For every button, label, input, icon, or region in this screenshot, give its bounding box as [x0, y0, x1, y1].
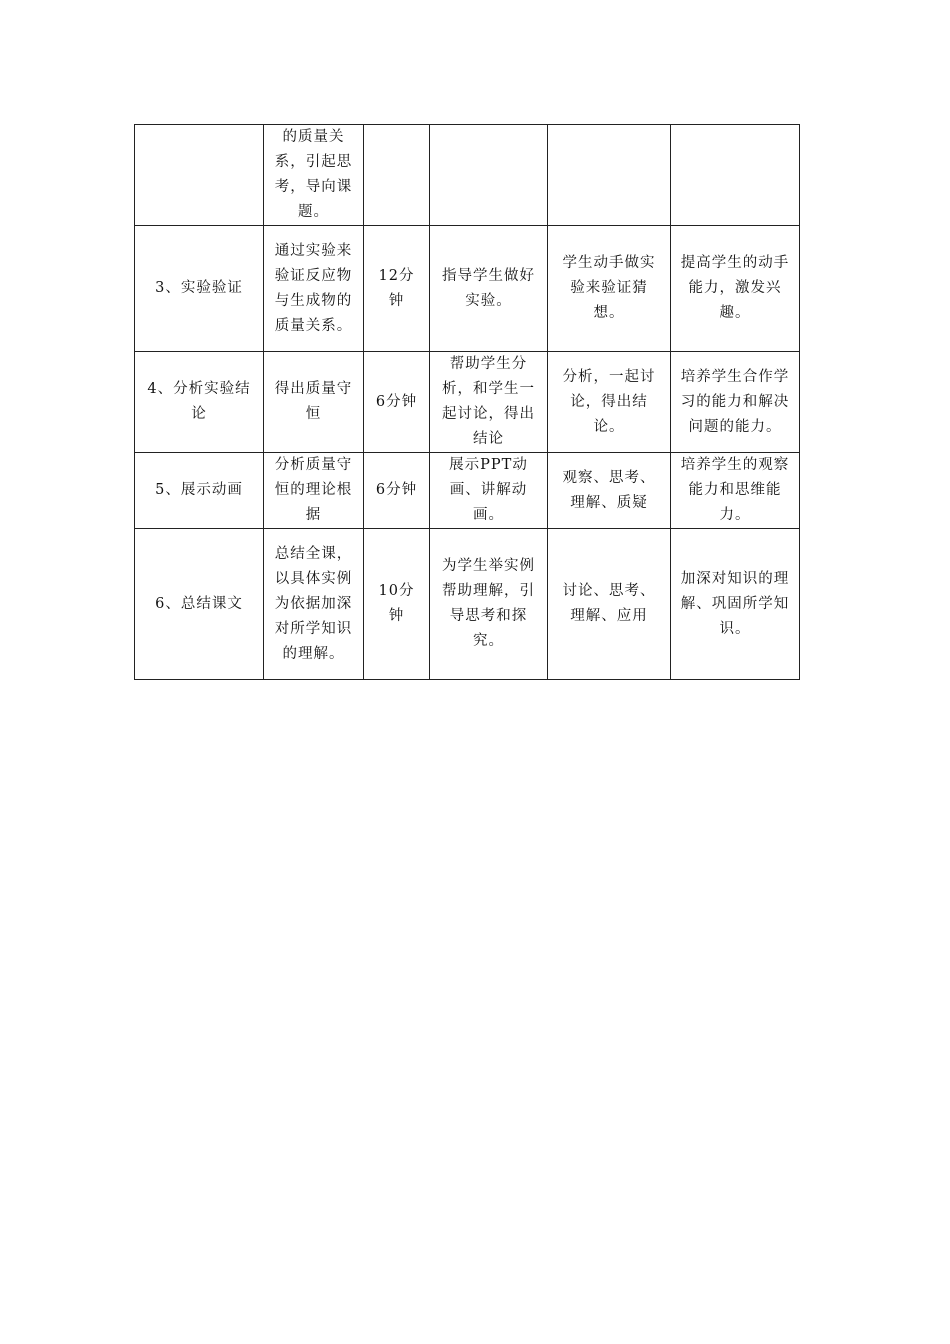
student-activity-cell — [548, 453, 671, 529]
design-intent-cell — [671, 352, 800, 453]
content-cell — [264, 226, 364, 352]
step-text: 4、分析实验结论 — [147, 381, 251, 422]
teacher-activity-text: 为学生举实例帮助理解，引导思考和探究。 — [442, 558, 535, 649]
table-row — [135, 453, 800, 529]
teacher-activity-cell — [430, 125, 548, 226]
table-row — [135, 125, 800, 226]
step-cell — [135, 529, 264, 680]
step-text: 6、总结课文 — [155, 595, 243, 612]
table-row — [135, 352, 800, 453]
time-cell — [364, 453, 430, 529]
student-activity-text: 讨论、思考、理解、应用 — [562, 583, 656, 624]
student-activity-text: 学生动手做实验来验证猜想。 — [562, 255, 656, 321]
teacher-activity-text: 帮助学生分析，和学生一起讨论，得出结论 — [442, 356, 535, 447]
time-cell — [364, 529, 430, 680]
time-cell — [364, 125, 430, 226]
content-text: 分析质量守恒的理论根据 — [274, 457, 353, 523]
design-intent-cell — [671, 125, 800, 226]
teacher-activity-cell — [430, 453, 548, 529]
step-cell — [135, 352, 264, 453]
student-activity-cell — [548, 226, 671, 352]
student-activity-text: 观察、思考、理解、质疑 — [562, 469, 656, 511]
design-intent-cell — [671, 529, 800, 680]
student-activity-cell — [548, 125, 671, 226]
design-intent-text: 提高学生的动手能力，激发兴趣。 — [680, 255, 790, 321]
step-text: 5、展示动画 — [155, 482, 243, 498]
time-cell — [364, 226, 430, 352]
teacher-activity-cell — [430, 352, 548, 453]
teacher-activity-text: 指导学生做好实验。 — [442, 267, 535, 309]
teacher-activity-text: 展示PPT动画、讲解动画。 — [449, 457, 528, 523]
time-text: 6分钟 — [375, 482, 418, 498]
content-cell — [264, 453, 364, 529]
content-cell — [264, 529, 364, 680]
step-text: 3、实验验证 — [155, 280, 243, 296]
time-cell — [364, 352, 430, 453]
step-cell — [135, 453, 264, 529]
design-intent-text: 培养学生的观察能力和思维能力。 — [680, 457, 790, 523]
teacher-activity-cell — [430, 529, 548, 680]
student-activity-cell — [548, 352, 671, 453]
time-text: 12分钟 — [378, 267, 415, 309]
design-intent-text: 加深对知识的理解、巩固所学知识。 — [680, 570, 790, 637]
table-row — [135, 226, 800, 352]
content-text: 通过实验来验证反应物与生成物的质量关系。 — [274, 242, 353, 334]
time-text: 10分钟 — [378, 583, 415, 624]
table-row — [135, 529, 800, 680]
step-cell — [135, 125, 264, 226]
content-text: 得出质量守恒 — [274, 381, 353, 422]
lesson-plan-table — [134, 124, 800, 680]
content-cell — [264, 352, 364, 453]
content-text: 的质量关系，引起思考，导向课题。 — [274, 129, 353, 220]
student-activity-cell — [548, 529, 671, 680]
content-cell — [264, 125, 364, 226]
design-intent-cell — [671, 453, 800, 529]
teacher-activity-cell — [430, 226, 548, 352]
content-text: 总结全课，以具体实例为依据加深对所学知识的理解。 — [274, 545, 353, 662]
time-text: 6分钟 — [375, 393, 418, 410]
student-activity-text: 分析，一起讨论，得出结论。 — [562, 368, 656, 435]
design-intent-cell — [671, 226, 800, 352]
design-intent-text: 培养学生合作学习的能力和解决问题的能力。 — [680, 368, 790, 435]
step-cell — [135, 226, 264, 352]
